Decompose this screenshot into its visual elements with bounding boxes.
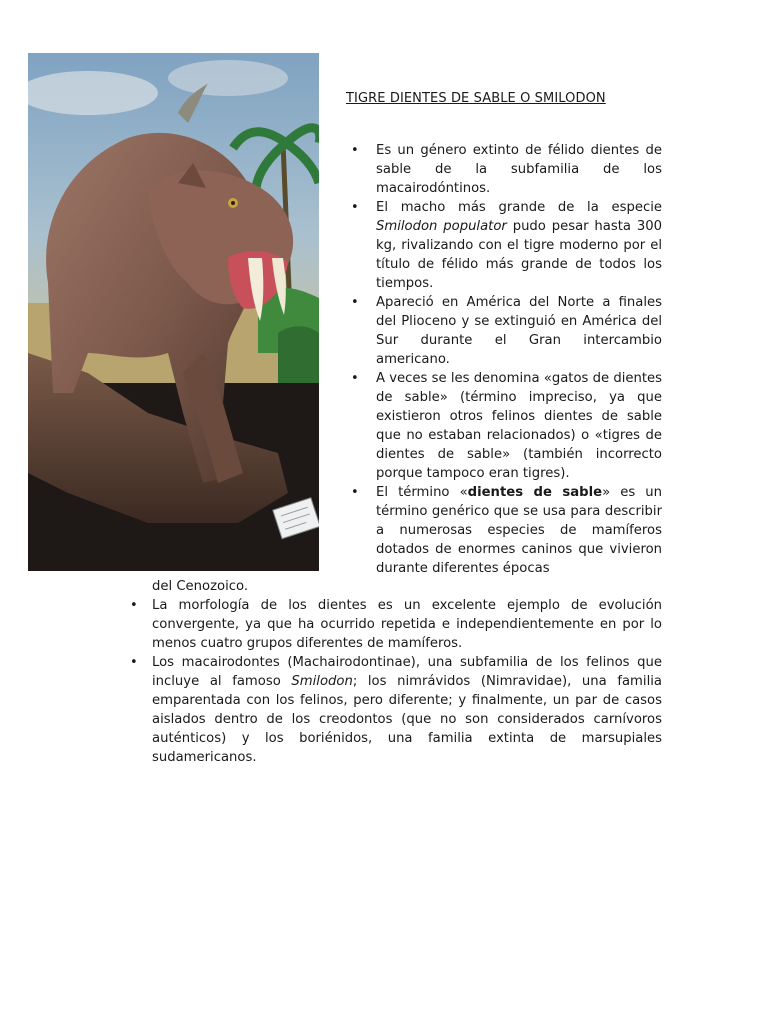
bold-term: dientes de sable xyxy=(467,485,603,500)
list-item xyxy=(346,141,662,198)
species-name: Smilodon populator xyxy=(376,219,507,234)
list-item-text: Los macairodontes (Machairodontinae), una subfamilia de los felinos que incluye al famoso xyxy=(152,655,662,689)
smilodon-photo xyxy=(28,53,319,571)
list-item xyxy=(128,596,662,653)
continuation-text: del Cenozoico. xyxy=(152,579,249,594)
list-item-text: A veces se les denomina «gatos de dientes de sable» (término impreciso, ya que existieron otros felinos dientes de sable que no estaban relacionados) o «tigres de dientes de sable» (también incorrecto porque tampoco eran tigres). xyxy=(376,371,662,481)
list-item xyxy=(346,369,662,483)
bullet-list-bottom xyxy=(128,596,662,767)
list-item-text: » es un término genérico que se usa para describir a numerosas especies de mamíferos dotados de enormes caninos que vivieron durante diferentes épocas xyxy=(376,485,663,576)
bullet-list-top xyxy=(346,141,662,578)
list-item-text: La morfología de los dientes es un excelente ejemplo de evolución convergente, ya que ha ocurrido repetida e independientemente en por lo menos cuatro grupos diferentes de mamíferos. xyxy=(152,598,662,651)
list-item xyxy=(346,198,662,293)
list-item-text: Es un género extinto de félido dientes de sable de la subfamilia de los macairodóntinos. xyxy=(376,143,662,196)
list-item-text: pudo pesar hasta 300 kg, rivalizando con el tigre moderno por el título de félido más grande de todos los tiempos. xyxy=(376,219,662,291)
list-item xyxy=(128,653,662,767)
genus-name: Smilodon xyxy=(291,674,353,689)
list-item-text: ; los nimrávidos (Nimravidae), una familia emparentada con los felinos, pero diferente; y finalmente, un par de casos aislados dentro de los creodontos (que no son considerados carnívoros auténticos) y los boriénidos, una familia extinta de marsupiales sudamericanos. xyxy=(152,674,662,765)
list-item-text: El macho más grande de la especie xyxy=(376,200,662,215)
list-item xyxy=(346,483,662,578)
list-item-text: El término « xyxy=(376,485,468,500)
smilodon-image xyxy=(28,53,319,571)
document-title: TIGRE DIENTES DE SABLE O SMILODON xyxy=(346,91,606,106)
list-item-text: Apareció en América del Norte a finales del Plioceno y se extinguió en América del Sur durante el Gran intercambio americano. xyxy=(376,295,662,367)
list-item xyxy=(346,293,662,369)
